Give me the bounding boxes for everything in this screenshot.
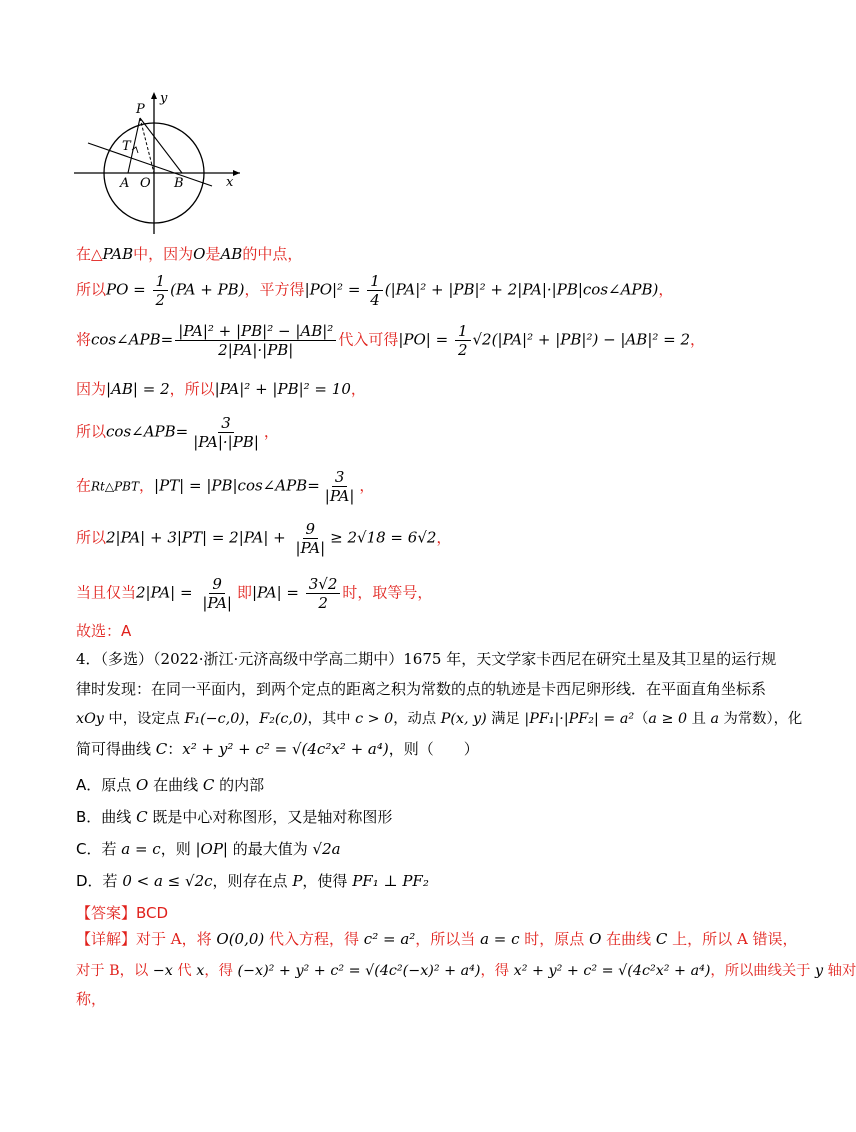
text: 是: [205, 245, 221, 263]
math: |PA|² + |PB|² = 10: [214, 380, 351, 398]
denominator: 2: [457, 341, 468, 359]
math: Rt△PBT: [91, 479, 139, 494]
text: 在△: [76, 245, 103, 263]
math: x: [196, 963, 205, 979]
text: 即: [236, 583, 252, 602]
detail-line-3: 称，: [76, 990, 107, 1008]
option-b: [76, 806, 392, 827]
text: 所以: [76, 280, 107, 299]
math: √2a: [312, 840, 341, 858]
math: C: [202, 776, 215, 794]
text: 当且仅当: [76, 583, 137, 602]
text: D．若: [76, 872, 123, 890]
math: |PA| =: [252, 583, 304, 602]
text: ：: [167, 740, 183, 758]
option-a: [76, 774, 264, 795]
solution-line-4: [76, 378, 366, 399]
text: ，则存在点: [212, 872, 293, 890]
math: x² + y² + c² = √(4c²x² + a⁴): [513, 963, 711, 979]
text: 代入方程，得: [264, 930, 364, 948]
text: ，: [139, 476, 155, 495]
math: PF₁ ⊥ PF₂: [352, 872, 429, 890]
denominator: |PA|·|PB|: [193, 433, 259, 451]
fraction: [367, 272, 383, 309]
text: 在曲线: [601, 930, 656, 948]
text: ，: [658, 280, 674, 299]
text: 1675 年，天文学家卡西尼在研究土星及其卫星的运行规: [403, 650, 777, 668]
question-number: 4．: [76, 650, 101, 668]
math: 2|PA| + 3|PT| = 2|PA| +: [106, 528, 291, 547]
label-a: A: [120, 176, 130, 191]
math: √2(|PA|² + |PB|²) − |AB|² = 2: [472, 330, 691, 349]
numerator: 9: [209, 575, 225, 594]
math: (PA + PB): [170, 280, 245, 299]
math: |AB| = 2: [106, 380, 170, 398]
question-line-4: [76, 738, 479, 759]
denominator: 2: [155, 291, 166, 309]
numerator: |PA|² + |PB|² − |AB|²: [175, 322, 336, 341]
denominator: |PA|: [202, 594, 232, 612]
text: C．若: [76, 840, 122, 858]
numerator: 1: [455, 322, 471, 341]
detail-line-1: [76, 928, 798, 949]
math: PO =: [106, 280, 151, 299]
text: ，: [263, 422, 279, 441]
question-tag: （多选）（2022·浙江·元济高级中学高二期中）: [100, 650, 404, 668]
geometry-figure: [70, 88, 270, 238]
question-line-3: [76, 708, 802, 728]
answer-line: [76, 902, 168, 923]
math: C: [655, 930, 668, 948]
text: 中，因为: [133, 245, 194, 263]
fraction: [190, 414, 262, 451]
text: 所以: [76, 528, 107, 547]
label-x: x: [226, 175, 234, 190]
text: ，则（ ）: [388, 740, 479, 758]
math: a: [710, 711, 720, 727]
text: ，所以: [169, 380, 215, 398]
text: 中，设定点: [103, 711, 185, 727]
fraction: [199, 575, 235, 612]
question-line-1: [76, 648, 776, 669]
text: 在曲线: [148, 776, 203, 794]
math: F₂(c,0): [259, 711, 308, 727]
math: y: [815, 963, 824, 979]
math: PAB: [102, 245, 134, 263]
math: |PF₁|·|PF₂| = a²: [524, 711, 635, 727]
label-t: T: [122, 139, 131, 154]
math: |PO| =: [398, 330, 453, 349]
fraction: [322, 468, 358, 505]
math: a ≥ 0: [648, 711, 688, 727]
text: ，得: [480, 963, 514, 979]
label-y: y: [160, 91, 168, 106]
text: 律时发现：在同一平面内，到两个定点的距离之积为常数的点的轨迹是卡西尼卵形线．在平面直角坐标系: [76, 680, 767, 698]
text: ，平方得: [244, 280, 305, 299]
math: c² = a²: [363, 930, 416, 948]
label-b: B: [174, 176, 184, 191]
solution-line-5: [76, 414, 279, 451]
text: ，使得: [302, 872, 353, 890]
text: 时，原点: [519, 930, 590, 948]
text: ，所以当: [415, 930, 481, 948]
math: AB: [220, 245, 243, 263]
fraction: [306, 575, 341, 612]
numerator: 3√2: [306, 575, 341, 594]
text: A．原点: [76, 776, 137, 794]
text: 将: [76, 330, 92, 349]
math: P: [292, 872, 303, 890]
text: 代入可得: [338, 330, 399, 349]
math: c > 0: [355, 711, 394, 727]
x-axis-arrow: [233, 170, 240, 176]
solution-line-1: [76, 243, 302, 264]
label-o: O: [140, 176, 151, 191]
text: ，: [350, 380, 366, 398]
solution-line-8: [76, 575, 432, 612]
math: O: [193, 245, 206, 263]
solution-line-7: [76, 520, 451, 557]
text: 既是中心对称图形，又是轴对称图形: [147, 808, 393, 826]
text: 上，所以 A 错误，: [667, 930, 798, 948]
solution-line-2: [76, 272, 673, 309]
math: 0 < a ≤ √2c: [122, 872, 213, 890]
numerator: 1: [367, 272, 383, 291]
y-axis-arrow: [151, 92, 157, 99]
numerator: 3: [332, 468, 348, 487]
numerator: 9: [303, 520, 319, 539]
fraction: [153, 272, 169, 309]
fraction: [292, 520, 328, 557]
label-p: P: [136, 102, 145, 117]
math: O: [589, 930, 602, 948]
math: C: [155, 740, 168, 758]
math: −x: [152, 963, 173, 979]
text: 轴对: [823, 963, 856, 979]
math: cos∠APB=: [106, 422, 189, 441]
option-c: [76, 838, 341, 859]
fraction: [175, 322, 336, 359]
text: ，所以曲线关于: [710, 963, 816, 979]
math: 2|PA| =: [136, 583, 198, 602]
text: 因为: [76, 380, 107, 398]
text: 时，取等号，: [342, 583, 433, 602]
math: (−x)² + y² + c² = √(4c²(−x)² + a⁴): [237, 963, 481, 979]
math: a = c: [480, 930, 520, 948]
text: ，得: [204, 963, 238, 979]
text: ，: [436, 528, 452, 547]
text: （: [634, 711, 649, 727]
math: a = c: [121, 840, 161, 858]
math: |PT| = |PB|cos∠APB=: [154, 476, 320, 495]
denominator: 4: [370, 291, 380, 309]
math: |OP|: [195, 840, 228, 858]
math: |PO|² =: [304, 280, 366, 299]
denominator: 2|PA|·|PB|: [218, 341, 294, 359]
math: xOy: [76, 711, 104, 727]
math: (|PA|² + |PB|² + 2|PA|·|PB|cos∠APB): [384, 280, 659, 299]
text: 的最大值为: [227, 840, 313, 858]
numerator: 3: [218, 414, 234, 433]
option-d: [76, 870, 429, 891]
text: 的中点，: [242, 245, 303, 263]
fraction: [455, 322, 471, 359]
text: ，: [359, 476, 375, 495]
text: 的内部: [214, 776, 265, 794]
math: C: [136, 808, 148, 826]
math: ≥ 2√18 = 6√2: [330, 528, 437, 547]
question-line-2: [76, 678, 766, 699]
text: ，其中: [307, 711, 356, 727]
answer-value: BCD: [136, 904, 169, 922]
detail-label: 【详解】: [76, 930, 137, 948]
solution-conclusion: 故选：A: [76, 622, 132, 640]
denominator: |PA|: [324, 487, 355, 505]
detail-line-2: [76, 960, 856, 980]
solution-line-3: [76, 322, 705, 359]
text: 在: [76, 476, 92, 495]
text: B．曲线: [76, 808, 137, 826]
answer-label: 【答案】: [76, 904, 137, 922]
denominator: 2: [318, 594, 328, 612]
denominator: |PA|: [295, 539, 326, 557]
math: cos∠APB=: [91, 330, 174, 349]
solution-line-6: [76, 468, 374, 505]
math: F₁(−c,0): [184, 711, 245, 727]
text: ，则: [160, 840, 196, 858]
text: 为常数），化: [719, 711, 803, 727]
text: 对于 B，以: [76, 963, 153, 979]
math: O: [136, 776, 149, 794]
text: ，动点: [393, 711, 441, 727]
math: O(0,0): [216, 930, 265, 948]
text: 且: [687, 711, 711, 727]
segment-pb: [140, 118, 182, 173]
math: x² + y² + c² = √(4c²x² + a⁴): [182, 740, 389, 758]
text: ，: [690, 330, 706, 349]
text: 简可得曲线: [76, 740, 156, 758]
math: P(x, y): [440, 711, 487, 727]
text: 代: [172, 963, 197, 979]
text: 满足: [486, 711, 525, 727]
numerator: 1: [153, 272, 169, 291]
text: 所以: [76, 422, 107, 441]
text: ，: [244, 711, 260, 727]
text: 对于 A，将: [136, 930, 217, 948]
